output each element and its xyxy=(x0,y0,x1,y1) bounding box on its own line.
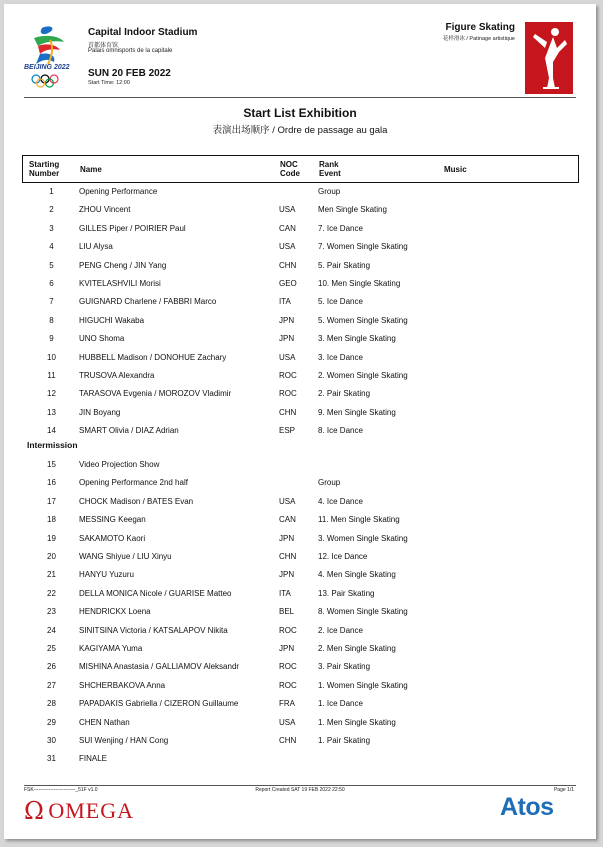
rank-event: 1. Pair Skating xyxy=(318,736,371,745)
rank-event: 12. Ice Dance xyxy=(318,552,368,561)
rank-event: 3. Men Single Skating xyxy=(318,334,396,344)
table-row xyxy=(22,277,577,291)
starting-number: 4 xyxy=(49,242,54,252)
athlete-name: DELLA MONICA Nicole / GUARISE Matteo xyxy=(79,588,232,598)
noc-code: ROC xyxy=(279,625,297,635)
table-row xyxy=(22,406,577,420)
athlete-name: SAKAMOTO Kaori xyxy=(79,533,146,543)
table-row xyxy=(22,185,577,199)
athlete-name: HENDRICKX Loena xyxy=(79,607,151,617)
starting-number: 14 xyxy=(47,426,56,436)
noc-code: ROC xyxy=(279,371,297,380)
rank-event: Men Single Skating xyxy=(318,205,387,215)
noc-code: USA xyxy=(279,352,296,362)
starting-number: 16 xyxy=(47,478,56,488)
table-row xyxy=(22,752,577,766)
starting-number: 17 xyxy=(47,496,56,506)
starting-number: 29 xyxy=(47,717,56,727)
document-page xyxy=(4,4,596,839)
starting-number: 30 xyxy=(47,736,56,745)
footer-report-created: Report Created SAT 19 FEB 2022 22:50 xyxy=(255,787,345,793)
noc-code: JPN xyxy=(279,315,295,325)
athlete-name: Opening Performance xyxy=(79,187,158,196)
starting-number: 21 xyxy=(47,570,56,580)
rank-event: 7. Ice Dance xyxy=(318,223,363,233)
table-row xyxy=(22,568,577,582)
table-row xyxy=(22,532,577,546)
starting-number: 12 xyxy=(47,389,56,399)
athlete-name: JIN Boyang xyxy=(79,407,121,417)
starting-number: 22 xyxy=(47,588,56,598)
starting-number: 2 xyxy=(49,205,54,215)
starting-number: 8 xyxy=(49,315,54,325)
starting-number: 23 xyxy=(47,607,56,617)
rank-event: 3. Ice Dance xyxy=(318,352,363,362)
table-row xyxy=(22,660,577,674)
col-code-label: Code xyxy=(280,169,300,178)
noc-code: CAN xyxy=(279,515,296,525)
table-header xyxy=(22,155,579,183)
athlete-name: FINALE xyxy=(79,754,108,764)
athlete-name: KVITELASHVILI Morisi xyxy=(79,279,161,288)
table-row xyxy=(22,513,577,527)
noc-code: ROC xyxy=(279,389,297,399)
table-row xyxy=(22,314,577,328)
athlete-name: UNO Shoma xyxy=(79,334,125,344)
athlete-name: TARASOVA Evgenia / MOROZOV Vladimir xyxy=(79,389,232,399)
olympic-rings-icon xyxy=(30,74,70,88)
table-row xyxy=(22,550,577,564)
athlete-name: HANYU Yuzuru xyxy=(79,570,134,580)
athlete-name: KAGIYAMA Yuma xyxy=(79,644,143,653)
athlete-name: HUBBELL Madison / DONOHUE Zachary xyxy=(79,352,227,362)
col-starting-number xyxy=(29,160,59,178)
rank-event: 10. Men Single Skating xyxy=(318,279,401,288)
athlete-name: MISHINA Anastasia / GALLIAMOV Aleksandr xyxy=(79,662,240,672)
noc-code: ROC xyxy=(279,680,297,690)
footer-divider xyxy=(24,785,576,786)
starting-number: 18 xyxy=(47,515,56,525)
rank-event: 1. Ice Dance xyxy=(318,699,363,709)
table-row xyxy=(22,624,577,638)
col-name: Name xyxy=(80,165,102,174)
venue-name: Capital Indoor Stadium xyxy=(88,27,198,38)
noc-code: CHN xyxy=(279,260,297,270)
starting-number: 28 xyxy=(47,699,56,709)
table-row xyxy=(22,222,577,236)
rank-event: 11. Men Single Skating xyxy=(318,515,400,525)
rank-event: 1. Men Single Skating xyxy=(318,717,396,727)
rank-event: 2. Men Single Skating xyxy=(318,644,396,653)
starting-number: 3 xyxy=(49,223,54,233)
starting-number: 11 xyxy=(47,371,56,380)
rank-event: 5. Ice Dance xyxy=(318,297,363,307)
rank-event: 13. Pair Skating xyxy=(318,588,375,598)
starting-number: 20 xyxy=(47,552,56,561)
noc-code: JPN xyxy=(279,334,295,344)
starting-number: 10 xyxy=(47,352,56,362)
sport-title: Figure Skating xyxy=(445,22,515,33)
athlete-name: LIU Alysa xyxy=(79,242,113,252)
document-title: Start List Exhibition xyxy=(243,106,357,120)
starting-number: 1 xyxy=(49,187,54,196)
rank-event: 3. Women Single Skating xyxy=(318,533,408,543)
omega-symbol-icon: Ω xyxy=(24,797,44,825)
rank-event: 8. Ice Dance xyxy=(318,426,363,436)
beijing-2022-emblem xyxy=(20,20,80,90)
col-starting-label: Starting xyxy=(29,160,60,169)
col-noc-label: NOC xyxy=(280,160,298,169)
rank-event: 2. Women Single Skating xyxy=(318,371,408,380)
document-subtitle: 表演出场顺序 / Ordre de passage au gala xyxy=(212,125,388,136)
noc-code: FRA xyxy=(279,699,295,709)
starting-number: 25 xyxy=(47,644,56,653)
event-date: SUN 20 FEB 2022 xyxy=(88,68,171,79)
rank-event: 5. Pair Skating xyxy=(318,260,371,270)
noc-code: JPN xyxy=(279,533,295,543)
athlete-name: Opening Performance 2nd half xyxy=(79,478,188,488)
table-row xyxy=(22,332,577,346)
athlete-name: CHOCK Madison / BATES Evan xyxy=(79,496,194,506)
venue-name-cn: 首都体育馆 xyxy=(88,43,119,49)
athlete-name: GUIGNARD Charlene / FABBRI Marco xyxy=(79,297,217,307)
noc-code: USA xyxy=(279,205,296,215)
col-rank-event xyxy=(319,160,341,178)
table-row xyxy=(22,387,577,401)
col-music: Music xyxy=(444,165,467,174)
noc-code: USA xyxy=(279,496,296,506)
table-row xyxy=(22,716,577,730)
table-row xyxy=(22,295,577,309)
footer-doc-code: FSK-------------------------_51F v1.0 xyxy=(24,787,98,793)
rank-event: 9. Men Single Skating xyxy=(318,407,396,417)
noc-code: BEL xyxy=(279,607,295,617)
table-row xyxy=(22,734,577,748)
rank-event: Group xyxy=(318,478,341,488)
starting-number: 15 xyxy=(47,460,56,469)
skater-icon xyxy=(525,22,573,94)
starting-number: 24 xyxy=(47,625,56,635)
omega-logo xyxy=(24,797,134,825)
rank-event: 4. Men Single Skating xyxy=(318,570,396,580)
athlete-name: GILLES Piper / POIRIER Paul xyxy=(79,223,186,233)
rank-event: 5. Women Single Skating xyxy=(318,315,408,325)
athlete-name: WANG Shiyue / LIU Xinyu xyxy=(79,552,172,561)
noc-code: USA xyxy=(279,717,296,727)
rank-event: 1. Women Single Skating xyxy=(318,680,408,690)
rank-event: 2. Ice Dance xyxy=(318,625,363,635)
athlete-name: CHEN Nathan xyxy=(79,717,130,727)
noc-code: JPN xyxy=(279,644,295,653)
table-row xyxy=(22,495,577,509)
figure-skating-pictogram xyxy=(525,22,573,94)
starting-number: 31 xyxy=(47,754,56,764)
table-row xyxy=(22,587,577,601)
starting-number: 26 xyxy=(47,662,56,672)
athlete-name: TRUSOVA Alexandra xyxy=(79,371,155,380)
col-event-label: Event xyxy=(319,169,341,178)
noc-code: CHN xyxy=(279,552,297,561)
rank-event: 2. Pair Skating xyxy=(318,389,371,399)
noc-code: ESP xyxy=(279,426,296,436)
table-row xyxy=(22,458,577,472)
noc-code: CAN xyxy=(279,223,296,233)
col-rank-label: Rank xyxy=(319,160,339,169)
noc-code: CHN xyxy=(279,407,297,417)
noc-code: JPN xyxy=(279,570,295,580)
athlete-name: ZHOU Vincent xyxy=(79,205,131,215)
header-divider xyxy=(24,97,576,98)
athlete-name: HIGUCHI Wakaba xyxy=(79,315,145,325)
starting-number: 13 xyxy=(47,407,56,417)
rank-event: Group xyxy=(318,187,341,196)
athlete-name: PAPADAKIS Gabriella / CIZERON Guillaume xyxy=(79,699,239,709)
table-row xyxy=(22,476,577,490)
table-row xyxy=(22,259,577,273)
athlete-name: PENG Cheng / JIN Yang xyxy=(79,260,167,270)
starting-number: 9 xyxy=(49,334,54,344)
intermission-label: Intermission xyxy=(27,440,78,450)
starting-number: 19 xyxy=(47,533,56,543)
athlete-name: SUI Wenjing / HAN Cong xyxy=(79,736,169,745)
table-row xyxy=(22,605,577,619)
rank-event: 4. Ice Dance xyxy=(318,496,363,506)
starting-number: 6 xyxy=(49,279,54,288)
rank-event: 3. Pair Skating xyxy=(318,662,371,672)
starting-number: 5 xyxy=(49,260,54,270)
atos-logo: Atos xyxy=(500,793,554,821)
table-row xyxy=(22,424,577,438)
athlete-name: SINITSINA Victoria / KATSALAPOV Nikita xyxy=(79,625,228,635)
sport-subtitle: 花样滑冰 / Patinage artistique xyxy=(442,36,515,42)
athlete-name: SMART Olivia / DIAZ Adrian xyxy=(79,426,179,436)
table-row xyxy=(22,203,577,217)
table-row xyxy=(22,679,577,693)
starting-number: 27 xyxy=(47,680,56,690)
athlete-name: MESSING Keegan xyxy=(79,515,146,525)
noc-code: ITA xyxy=(279,297,291,307)
noc-code: ROC xyxy=(279,662,297,672)
table-row xyxy=(22,351,577,365)
emblem-text: BEIJING 2022 xyxy=(24,64,70,71)
rank-event: 8. Women Single Skating xyxy=(318,607,408,617)
table-row xyxy=(22,642,577,656)
table-row xyxy=(22,369,577,383)
noc-code: GEO xyxy=(279,279,297,288)
starting-number: 7 xyxy=(49,297,54,307)
table-row xyxy=(22,240,577,254)
athlete-name: SHCHERBAKOVA Anna xyxy=(79,680,166,690)
noc-code: CHN xyxy=(279,736,297,745)
rank-event: 7. Women Single Skating xyxy=(318,242,408,252)
noc-code: USA xyxy=(279,242,296,252)
venue-name-fr: Palais omnisports de la capitale xyxy=(88,48,173,54)
start-time: Start Time: 12:00 xyxy=(88,80,130,86)
footer-page-number: Page 1/1 xyxy=(553,787,574,793)
noc-code: ITA xyxy=(279,588,291,598)
col-number-label: Number xyxy=(29,169,60,178)
col-noc-code xyxy=(280,160,300,178)
omega-wordmark: OMEGA xyxy=(48,798,135,823)
athlete-name: Video Projection Show xyxy=(79,460,160,469)
table-row xyxy=(22,697,577,711)
